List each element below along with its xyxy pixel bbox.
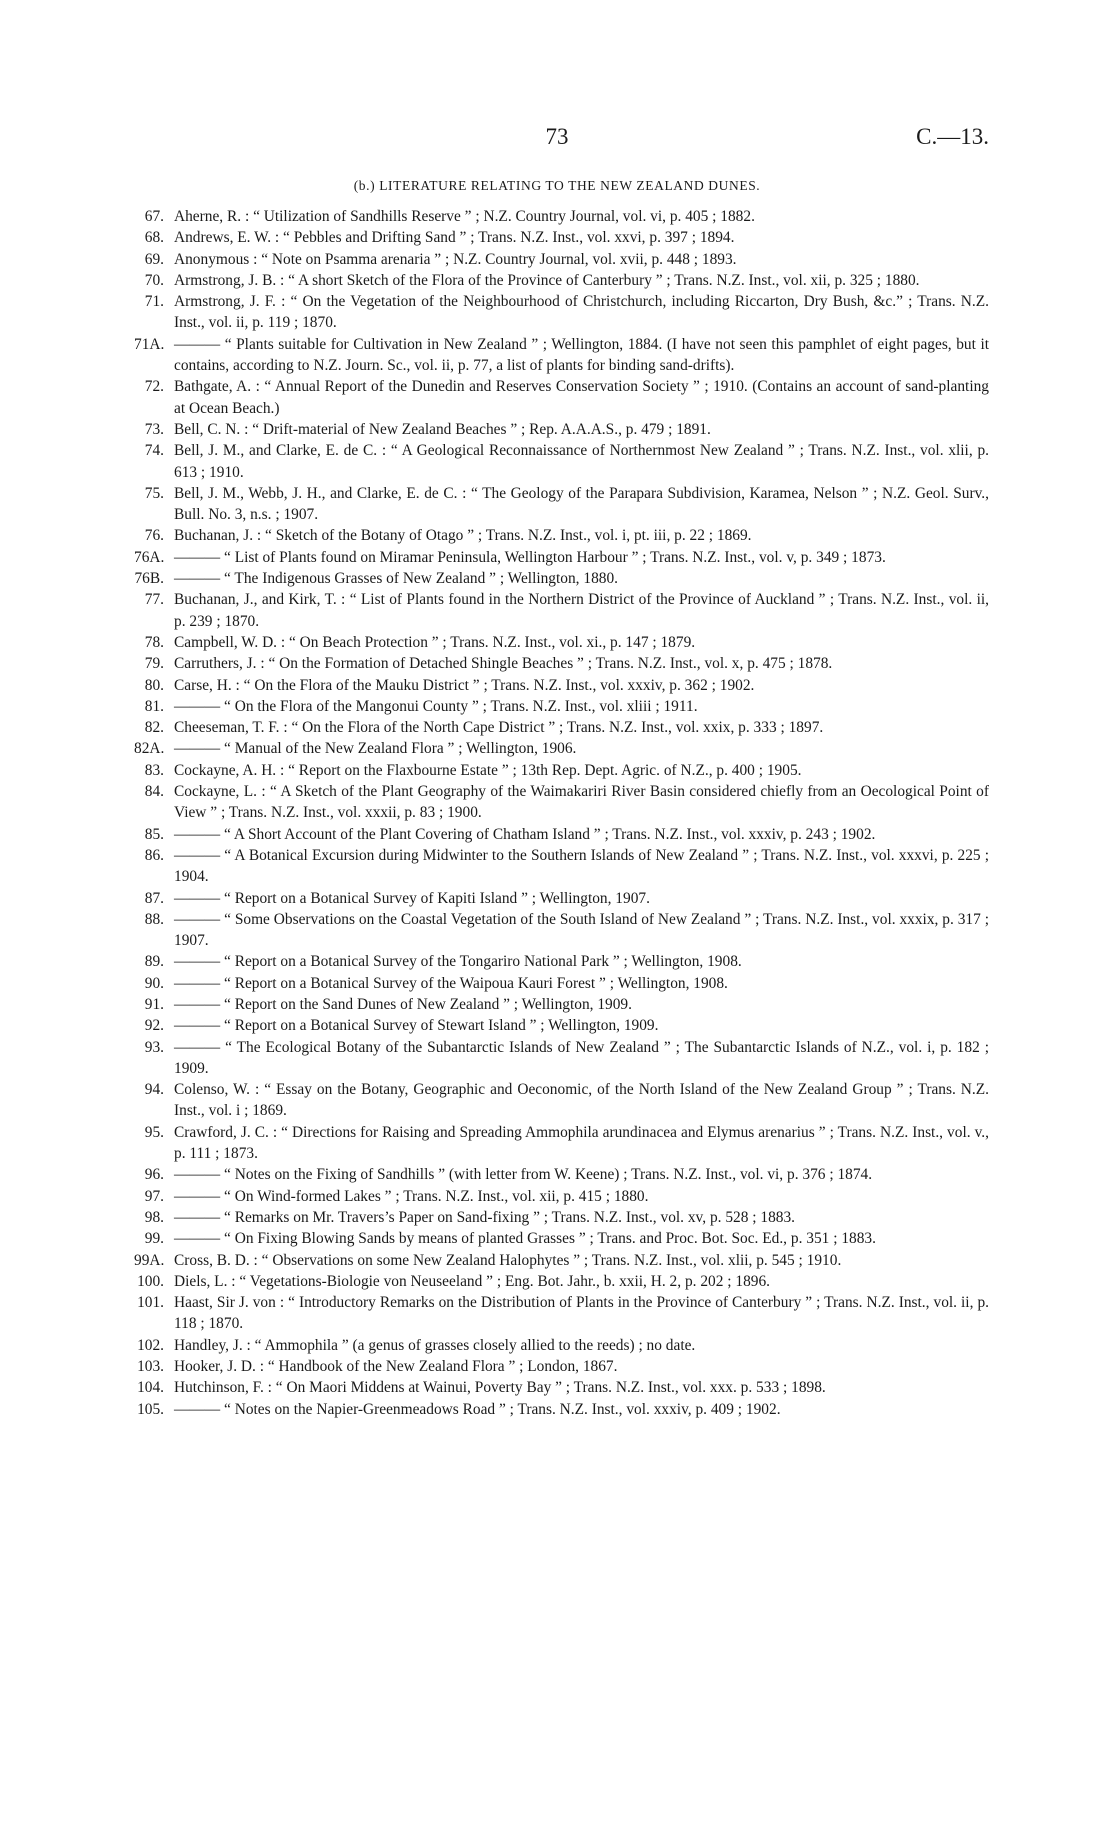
page-number: 73 (545, 124, 569, 149)
bibliography-entry (134, 653, 989, 674)
bibliography-entry (134, 951, 989, 972)
entry-number: 93. (144, 1038, 164, 1056)
entry-number: 90. (144, 974, 164, 992)
entry-text: Haast, Sir J. von : “ Introductory Remarks on the Distribution of Plants in the Province of Canterbury ” ; Trans. N.Z. Inst., vol. ii, p. 118 ; 1870. (174, 1294, 989, 1333)
entry-text: Diels, L. : “ Vegetations-Biologie von Neuseeland ” ; Eng. Bot. Jahr., b. xxii, H. 2, p. 202 ; 1896. (174, 1272, 771, 1290)
bibliography-entry (134, 291, 989, 334)
bibliography-entry (134, 419, 989, 440)
entry-text: ——— “ Report on a Botanical Survey of the Tongariro National Park ” ; Wellington, 1908. (174, 953, 742, 971)
entry-text: Hooker, J. D. : “ Handbook of the New Zealand Flora ” ; London, 1867. (174, 1358, 618, 1376)
bibliography-entry (134, 1122, 989, 1165)
entry-number: 105. (137, 1400, 164, 1418)
entry-number: 96. (144, 1166, 164, 1184)
entry-number: 79. (144, 655, 164, 673)
entry-text: ——— “ The Ecological Botany of the Subantarctic Islands of New Zealand ” ; The Subantarctic Islands of N.Z., vol. i, p. 182 ; 1909. (174, 1038, 989, 1077)
entry-number: 71. (144, 293, 164, 311)
bibliography-entry (134, 249, 989, 270)
entry-number: 92. (144, 1017, 164, 1035)
entry-text: ——— “ On Wind-formed Lakes ” ; Trans. N.Z. Inst., vol. xii, p. 415 ; 1880. (174, 1187, 649, 1205)
entry-number: 89. (144, 953, 164, 971)
entry-text: ——— “ Notes on the Napier-Greenmeadows Road ” ; Trans. N.Z. Inst., vol. xxxiv, p. 409 ; 1902. (174, 1400, 781, 1418)
entry-number: 94. (144, 1081, 164, 1099)
bibliography-entry (134, 824, 989, 845)
entry-text: ——— “ Plants suitable for Cultivation in New Zealand ” ; Wellington, 1884. (I have not seen this pamphlet of eight pages, but it contains, according to N.Z. Journ. Sc., vol. ii, p. 77, a list of plants for binding sand-drifts). (174, 335, 989, 375)
entry-text: Crawford, J. C. : “ Directions for Raising and Spreading Ammophila arundinacea and Elymus arenarius ” ; Trans. N.Z. Inst., vol. v., p. 111 ; 1873. (174, 1123, 989, 1163)
entry-text: Cockayne, A. H. : “ Report on the Flaxbourne Estate ” ; 13th Rep. Dept. Agric. of N.Z., p. 400 ; 1905. (174, 761, 802, 779)
entry-number: 97. (144, 1187, 164, 1205)
entry-number: 87. (144, 889, 164, 907)
entry-number: 80. (144, 676, 164, 694)
bibliography-entry (134, 1250, 989, 1271)
entry-text: Andrews, E. W. : “ Pebbles and Drifting Sand ” ; Trans. N.Z. Inst., vol. xxvi, p. 397 ; 1894. (174, 229, 735, 247)
entry-number: 98. (144, 1208, 164, 1226)
bibliography-entry (134, 675, 989, 696)
entry-text: ——— “ On Fixing Blowing Sands by means of planted Grasses ” ; Trans. and Proc. Bot. Soc. Ed., p. 351 ; 1883. (174, 1230, 876, 1248)
bibliography-entry (134, 909, 989, 952)
entry-text: Bell, J. M., Webb, J. H., and Clarke, E. de C. : “ The Geology of the Parapara Subdivision, Karamea, Nelson ” ; N.Z. Geol. Surv., Bull. No. 3, n.s. ; 1907. (174, 484, 989, 524)
bibliography-entry (134, 888, 989, 909)
entry-number: 82. (144, 719, 164, 737)
bibliography-entry (134, 1271, 989, 1292)
entry-number: 86. (144, 846, 164, 864)
entry-text: ——— “ On the Flora of the Mangonui County ” ; Trans. N.Z. Inst., vol. xliii ; 1911. (174, 697, 698, 715)
bibliography-entry (134, 781, 989, 824)
bibliography-entry (134, 547, 989, 568)
entry-text: Campbell, W. D. : “ On Beach Protection ” ; Trans. N.Z. Inst., vol. xi., p. 147 ; 1879. (174, 633, 696, 651)
bibliography-entry (134, 1079, 989, 1122)
bibliography-entry (134, 589, 989, 632)
entry-number: 71A. (134, 335, 165, 353)
entry-text: ——— “ Report on a Botanical Survey of the Waipoua Kauri Forest ” ; Wellington, 1908. (174, 974, 728, 992)
entry-text: Cheeseman, T. F. : “ On the Flora of the North Cape District ” ; Trans. N.Z. Inst., vol. xxix, p. 333 ; 1897. (174, 719, 824, 737)
entry-number: 72. (144, 378, 164, 396)
bibliography-list (134, 206, 989, 1420)
bibliography-entry (134, 1335, 989, 1356)
entry-number: 99A. (134, 1251, 165, 1269)
bibliography-entry (134, 717, 989, 738)
entry-number: 70. (144, 271, 164, 289)
entry-text: ——— “ Manual of the New Zealand Flora ” ; Wellington, 1906. (174, 740, 577, 758)
bibliography-entry (134, 696, 989, 717)
entry-text: ——— “ A Botanical Excursion during Midwinter to the Southern Islands of New Zealand ” ; Trans. N.Z. Inst., vol. xxxvi, p. 225 ; 1904. (174, 846, 989, 886)
bibliography-entry (134, 1356, 989, 1377)
entry-number: 101. (137, 1294, 164, 1312)
section-heading: (b.) LITERATURE RELATING TO THE NEW ZEALAND DUNES. (353, 178, 761, 193)
bibliography-entry (134, 1399, 989, 1420)
entry-number: 69. (144, 250, 164, 268)
entry-number: 82A. (134, 740, 165, 758)
entry-number: 100. (137, 1272, 164, 1290)
bibliography-entry (134, 568, 989, 589)
entry-number: 104. (137, 1379, 164, 1397)
bibliography-entry (134, 1377, 989, 1398)
entry-number: 76B. (134, 570, 164, 588)
bibliography-entry (134, 525, 989, 546)
bibliography-entry (134, 376, 989, 419)
entry-text: Cross, B. D. : “ Observations on some New Zealand Halophytes ” ; Trans. N.Z. Inst., vol. xlii, p. 545 ; 1910. (174, 1251, 842, 1269)
entry-number: 91. (144, 995, 164, 1013)
entry-number: 83. (144, 761, 164, 779)
entry-text: ——— “ The Indigenous Grasses of New Zealand ” ; Wellington, 1880. (174, 570, 618, 588)
bibliography-entry (134, 973, 989, 994)
entry-text: Hutchinson, F. : “ On Maori Middens at Wainui, Poverty Bay ” ; Trans. N.Z. Inst., vol. xxx. p. 533 ; 1898. (174, 1379, 826, 1397)
bibliography-entry (134, 632, 989, 653)
entry-number: 75. (144, 484, 164, 502)
document-code: C.—13. (916, 124, 989, 149)
entry-text: ——— “ List of Plants found on Miramar Peninsula, Wellington Harbour ” ; Trans. N.Z. Inst., vol. v, p. 349 ; 1873. (174, 548, 886, 566)
entry-text: ——— “ A Short Account of the Plant Covering of Chatham Island ” ; Trans. N.Z. Inst., vol. xxxiv, p. 243 ; 1902. (174, 825, 876, 843)
entry-text: Buchanan, J., and Kirk, T. : “ List of Plants found in the Northern District of the Province of Auckland ” ; Trans. N.Z. Inst., vol. ii, p. 239 ; 1870. (174, 591, 989, 630)
entry-number: 68. (144, 229, 164, 247)
entry-text: Armstrong, J. B. : “ A short Sketch of the Flora of the Province of Canterbury ” ; Trans. N.Z. Inst., vol. xii, p. 325 ; 1880. (174, 271, 920, 289)
entry-number: 78. (144, 633, 164, 651)
bibliography-entry (134, 1037, 989, 1080)
bibliography-entry (134, 1186, 989, 1207)
entry-number: 103. (137, 1358, 164, 1376)
entry-number: 74. (144, 442, 164, 460)
entry-number: 84. (144, 783, 164, 801)
entry-number: 67. (144, 208, 164, 225)
bibliography-entry (134, 1164, 989, 1185)
bibliography-entry (134, 483, 989, 526)
bibliography-entry (134, 206, 989, 227)
bibliography-entry (134, 270, 989, 291)
entry-number: 81. (144, 697, 164, 715)
entry-text: Handley, J. : “ Ammophila ” (a genus of grasses closely allied to the reeds) ; no date. (174, 1336, 696, 1354)
entry-text: Carruthers, J. : “ On the Formation of Detached Shingle Beaches ” ; Trans. N.Z. Inst., vol. x, p. 475 ; 1878. (174, 655, 833, 673)
entry-number: 102. (137, 1336, 164, 1354)
entry-number: 95. (144, 1123, 164, 1141)
entry-text: Bell, C. N. : “ Drift-material of New Zealand Beaches ” ; Rep. A.A.A.S., p. 479 ; 1891. (174, 420, 711, 438)
bibliography-entry (134, 738, 989, 759)
entry-number: 99. (144, 1230, 164, 1248)
entry-number: 76. (144, 527, 164, 545)
bibliography-entry (134, 334, 989, 377)
entry-number: 88. (144, 910, 164, 928)
entry-text: Armstrong, J. F. : “ On the Vegetation of the Neighbourhood of Christchurch, including Riccarton, Dry Bush, &c.” ; Trans. N.Z. Inst., vol. ii, p. 119 ; 1870. (174, 293, 989, 332)
entry-text: Bathgate, A. : “ Annual Report of the Dunedin and Reserves Conservation Society ” ; 1910. (Contains an account of sand-planting at Ocean Beach.) (174, 378, 989, 417)
entry-number: 73. (144, 420, 164, 438)
bibliography-entry (134, 227, 989, 248)
entry-text: Bell, J. M., and Clarke, E. de C. : “ A Geological Reconnaissance of Northernmost New Zealand ” ; Trans. N.Z. Inst., vol. xlii, p. 613 ; 1910. (174, 442, 989, 481)
bibliography-entry (134, 760, 989, 781)
entry-text: Cockayne, L. : “ A Sketch of the Plant Geography of the Waimakariri River Basin considered chiefly from an Oecological Point of View ” ; Trans. N.Z. Inst., vol. xxxii, p. 83 ; 1900. (174, 783, 989, 822)
entry-number: 77. (144, 591, 164, 609)
bibliography-entry (134, 1292, 989, 1335)
entry-text: ——— “ Report on a Botanical Survey of Stewart Island ” ; Wellington, 1909. (174, 1017, 659, 1035)
entry-text: ——— “ Remarks on Mr. Travers’s Paper on Sand-fixing ” ; Trans. N.Z. Inst., vol. xv, p. 528 ; 1883. (174, 1208, 796, 1226)
entry-number: 85. (144, 825, 164, 843)
entry-text: Aherne, R. : “ Utilization of Sandhills Reserve ” ; N.Z. Country Journal, vol. vi, p. 405 ; 1882. (174, 208, 755, 225)
entry-text: Colenso, W. : “ Essay on the Botany, Geographic and Oeconomic, of the North Island of the New Zealand Group ” ; Trans. N.Z. Inst., vol. i ; 1869. (174, 1081, 989, 1120)
entry-text: ——— “ Notes on the Fixing of Sandhills ” (with letter from W. Keene) ; Trans. N.Z. Inst., vol. vi, p. 376 ; 1874. (174, 1166, 873, 1184)
bibliography-entry (134, 1228, 989, 1249)
bibliography-entry (134, 994, 989, 1015)
entry-text: ——— “ Report on a Botanical Survey of Kapiti Island ” ; Wellington, 1907. (174, 889, 650, 907)
bibliography-entry (134, 1015, 989, 1036)
entry-text: ——— “ Some Observations on the Coastal Vegetation of the South Island of New Zealand ” ; Trans. N.Z. Inst., vol. xxxix, p. 317 ; 1907. (174, 910, 989, 950)
entry-text: Buchanan, J. : “ Sketch of the Botany of Otago ” ; Trans. N.Z. Inst., vol. i, pt. iii, p. 22 ; 1869. (174, 527, 752, 545)
bibliography-entry (134, 440, 989, 483)
bibliography-entry (134, 845, 989, 888)
entry-text: Carse, H. : “ On the Flora of the Mauku District ” ; Trans. N.Z. Inst., vol. xxxiv, p. 362 ; 1902. (174, 676, 755, 694)
entry-number: 76A. (134, 548, 165, 566)
entry-text: Anonymous : “ Note on Psamma arenaria ” ; N.Z. Country Journal, vol. xvii, p. 448 ; 1893. (174, 250, 737, 268)
entry-text: ——— “ Report on the Sand Dunes of New Zealand ” ; Wellington, 1909. (174, 995, 632, 1013)
bibliography-entry (134, 1207, 989, 1228)
